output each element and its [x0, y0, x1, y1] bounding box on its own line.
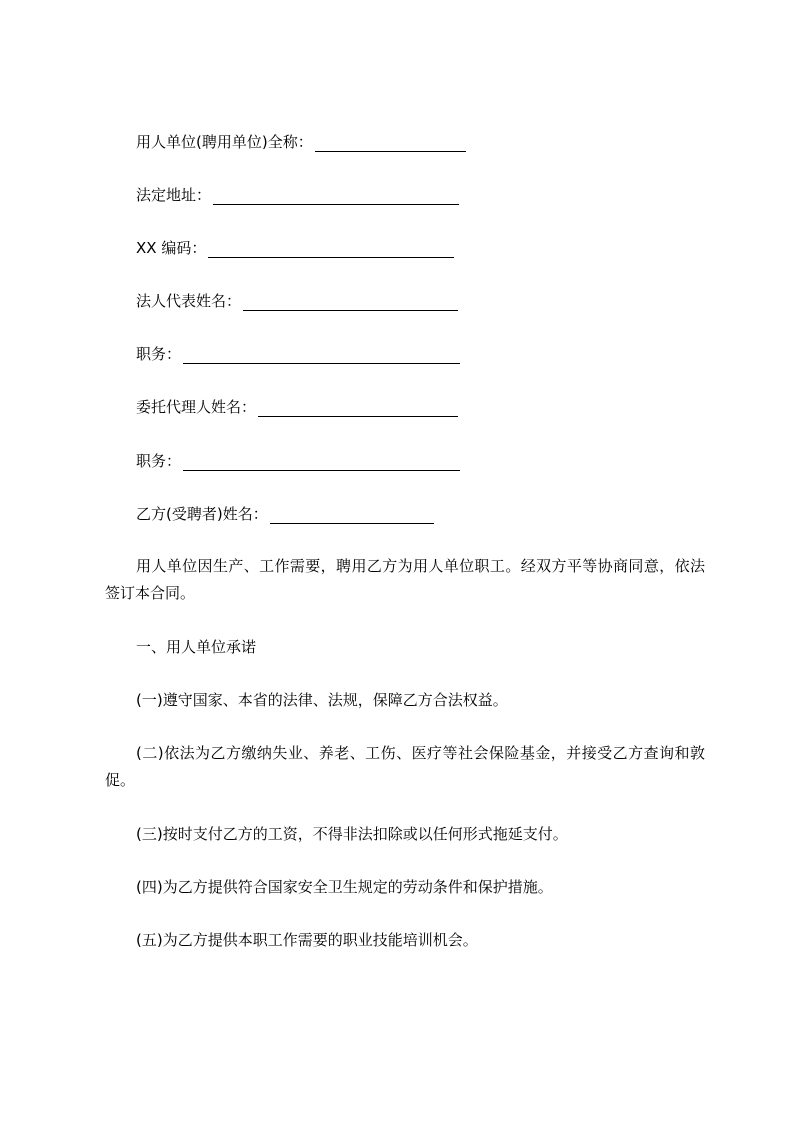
- field-code: [136, 238, 454, 258]
- fill-blank[interactable]: [243, 295, 458, 311]
- field-employer-name: [136, 132, 466, 152]
- field-label: 法定地址：: [136, 186, 212, 204]
- field-label: 职务：: [136, 345, 182, 363]
- field-legal-rep-name: [136, 291, 458, 311]
- field-legal-address: [136, 185, 459, 205]
- field-position-2: [136, 451, 460, 471]
- fill-blank[interactable]: [213, 189, 459, 205]
- list-item: (三)按时支付乙方的工资，不得非法扣除或以任何形式拖延支付。: [136, 825, 568, 843]
- intro-paragraph: 用人单位因生产、工作需要，聘用乙方为用人单位职工。经双方平等协商同意，依法签订本合同。: [105, 557, 705, 602]
- list-item: (五)为乙方提供本职工作需要的职业技能培训机会。: [136, 931, 478, 949]
- fill-blank[interactable]: [208, 242, 454, 258]
- list-item: (二)依法为乙方缴纳失业、养老、工伤、医疗等社会保险基金，并接受乙方查询和敦促。: [105, 744, 705, 789]
- field-label: 乙方(受聘者)姓名：: [136, 505, 268, 523]
- fill-blank[interactable]: [183, 348, 460, 364]
- fill-blank[interactable]: [183, 455, 460, 471]
- field-label: 委托代理人姓名：: [136, 398, 257, 416]
- fill-blank[interactable]: [315, 136, 466, 152]
- field-label: XX 编码：: [136, 239, 207, 257]
- list-item: (一)遵守国家、本省的法律、法规，保障乙方合法权益。: [136, 691, 508, 709]
- fill-blank[interactable]: [258, 401, 458, 417]
- list-item: (四)为乙方提供符合国家安全卫生规定的劳动条件和保护措施。: [136, 878, 553, 896]
- field-label: 职务：: [136, 452, 182, 470]
- field-party-b-name: [136, 504, 434, 524]
- field-label: 用人单位(聘用单位)全称：: [136, 133, 313, 151]
- field-label: 法人代表姓名：: [136, 292, 242, 310]
- section-title: 一、用人单位承诺: [136, 638, 257, 656]
- field-agent-name: [136, 397, 458, 417]
- fill-blank[interactable]: [270, 508, 434, 524]
- field-position-1: [136, 344, 460, 364]
